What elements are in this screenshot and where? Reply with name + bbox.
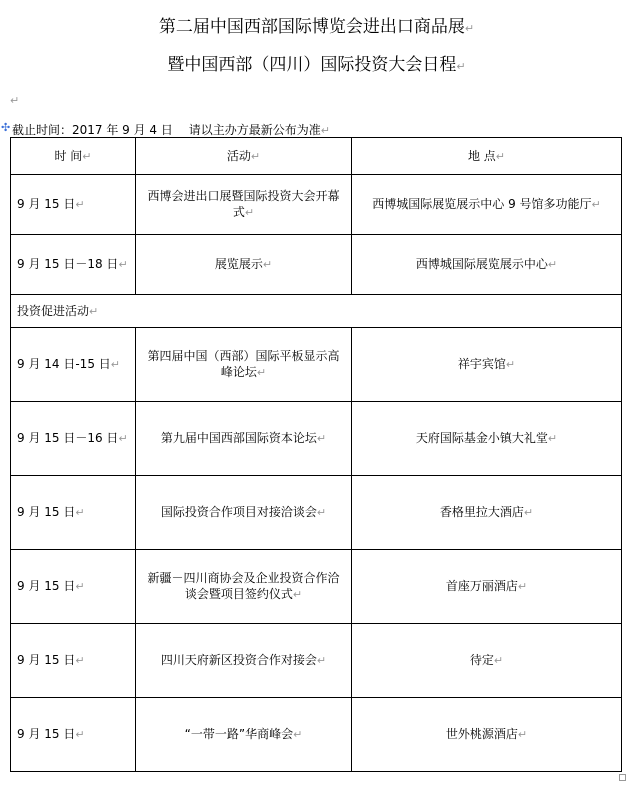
cell-location: 天府国际基金小镇大礼堂↵ xyxy=(352,402,622,476)
schedule-row xyxy=(11,402,622,476)
schedule-row xyxy=(11,235,622,295)
schedule-row xyxy=(11,550,622,624)
schedule-row xyxy=(11,624,622,698)
header-activity: 活动↵ xyxy=(136,138,352,175)
cell-time: 9 月 15 日↵ xyxy=(11,476,136,550)
cell-time: 9 月 15 日↵ xyxy=(11,175,136,235)
cell-activity: 新疆－四川商协会及企业投资合作洽谈会暨项目签约仪式↵ xyxy=(136,550,352,624)
cell-activity: 四川天府新区投资合作对接会↵ xyxy=(136,624,352,698)
table-resize-handle[interactable] xyxy=(619,774,626,781)
cell-location: 世外桃源酒店↵ xyxy=(352,698,622,772)
cell-location: 香格里拉大酒店↵ xyxy=(352,476,622,550)
table-header-row xyxy=(11,138,622,175)
schedule-row xyxy=(11,698,622,772)
deadline-note: 截止时间：2017 年 9 月 4 日 请以主办方最新公布为准↵ xyxy=(12,123,330,137)
cell-activity: 展览展示↵ xyxy=(136,235,352,295)
document-title-line1: 第二届中国西部国际博览会进出口商品展↵ xyxy=(158,17,475,37)
header-time: 时 间↵ xyxy=(11,138,136,175)
schedule-table xyxy=(10,137,622,772)
section-label: 投资促进活动↵ xyxy=(11,295,622,328)
cell-time: 9 月 15 日－18 日↵ xyxy=(11,235,136,295)
section-row xyxy=(11,295,622,328)
table-move-handle-icon[interactable]: ✣ xyxy=(1,121,11,134)
cell-time: 9 月 15 日↵ xyxy=(11,624,136,698)
cell-location: 西博城国际展览展示中心↵ xyxy=(352,235,622,295)
header-location: 地 点↵ xyxy=(352,138,622,175)
paragraph-mark: ↵ xyxy=(10,94,20,107)
cell-location: 首座万丽酒店↵ xyxy=(352,550,622,624)
cell-time: 9 月 15 日↵ xyxy=(11,698,136,772)
document-title-line2: 暨中国西部（四川）国际投资大会日程↵ xyxy=(167,55,466,75)
schedule-row xyxy=(11,328,622,402)
schedule-row xyxy=(11,476,622,550)
cell-location: 待定↵ xyxy=(352,624,622,698)
cell-activity: 第九届中国西部国际资本论坛↵ xyxy=(136,402,352,476)
cell-time: 9 月 14 日-15 日↵ xyxy=(11,328,136,402)
cell-location: 祥宇宾馆↵ xyxy=(352,328,622,402)
cell-location: 西博城国际展览展示中心 9 号馆多功能厅↵ xyxy=(352,175,622,235)
schedule-row xyxy=(11,175,622,235)
cell-time: 9 月 15 日↵ xyxy=(11,550,136,624)
cell-activity: 国际投资合作项目对接洽谈会↵ xyxy=(136,476,352,550)
cell-activity: 西博会进出口展暨国际投资大会开幕式↵ xyxy=(136,175,352,235)
cell-time: 9 月 15 日－16 日↵ xyxy=(11,402,136,476)
cell-activity: 第四届中国（西部）国际平板显示高峰论坛↵ xyxy=(136,328,352,402)
cell-activity: “一带一路”华商峰会↵ xyxy=(136,698,352,772)
